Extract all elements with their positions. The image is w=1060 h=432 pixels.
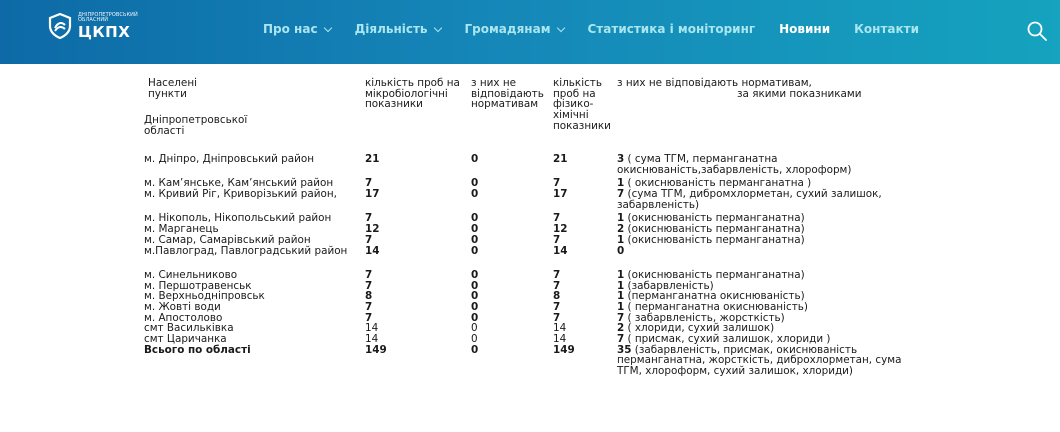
cell-micro-fail: 0 (471, 223, 479, 236)
nav-item[interactable] (465, 22, 564, 36)
cell-micro-samples: 149 (365, 343, 387, 356)
cell-settlement: Всього по області (144, 343, 251, 356)
cell-settlement: м. Першотравенськ (144, 279, 252, 292)
nav-item-label: Діяльність (354, 22, 428, 36)
cell-chem-samples: 12 (553, 223, 568, 236)
header-micro-samples: кількість проб на мікробіологічні показники (365, 77, 460, 111)
cell-settlement: смт Васильківка (144, 322, 234, 335)
logo-name: ЦКПХ (78, 22, 131, 41)
cell-chem-samples: 7 (553, 212, 561, 225)
cell-micro-samples: 21 (365, 153, 380, 165)
main-nav (263, 22, 943, 36)
fail-count: 1 (617, 300, 625, 313)
cell-chem-fail (617, 246, 917, 257)
cell-settlement: м. Жовті води (144, 300, 221, 313)
nav-item[interactable] (588, 22, 756, 36)
cell-chem-samples: 8 (553, 290, 561, 303)
cell-micro-fail: 0 (471, 279, 479, 292)
fail-detail: (окиснюваність перманганатна) (624, 223, 805, 236)
chevron-down-icon (556, 23, 564, 31)
fail-detail: (забарвленість, присмак, окиснюваність перманганатна, жорсткість, диброхлорметан, сума ТГМ, хлороформ, сухий залишок, хлориди) (617, 343, 902, 378)
fail-count: 1 (617, 212, 625, 225)
fail-detail: ( забарвленість, жорсткість) (624, 311, 785, 324)
fail-detail: ( окиснюваність перманганатна ) (624, 177, 812, 190)
chevron-down-icon (323, 23, 331, 31)
cell-settlement: м.Павлоград, Павлоградський район (144, 244, 348, 257)
cell-micro-fail: 0 (471, 212, 479, 225)
cell-micro-samples: 7 (365, 212, 373, 225)
nav-item-label: Громадянам (464, 22, 551, 36)
cell-micro-samples: 7 (365, 300, 373, 313)
cell-micro-fail: 0 (471, 177, 479, 190)
fail-count: 2 (617, 322, 625, 335)
fail-count: 1 (617, 279, 625, 292)
header-micro-fail: з них не відповідають нормативам (471, 77, 544, 111)
cell-micro-fail: 0 (471, 343, 479, 356)
fail-detail: ( перманганатна окиснюваність) (624, 300, 808, 313)
cell-chem-samples: 7 (553, 311, 561, 324)
cell-chem-samples: 21 (553, 153, 568, 165)
fail-count: 2 (617, 223, 625, 236)
site-logo[interactable] (46, 12, 138, 40)
fail-count: 1 (617, 177, 625, 190)
cell-chem-samples: 7 (553, 233, 561, 246)
nav-item-label: Контакти (854, 22, 920, 36)
header-chem-fail-line-2: за якими показниками (737, 87, 862, 100)
cell-chem-fail (617, 189, 917, 210)
cell-micro-samples: 14 (365, 333, 379, 346)
cell-chem-fail (617, 154, 917, 175)
fail-count: 1 (617, 268, 625, 281)
logo-subtitle-line-2: ОБЛАСНИЙ (78, 16, 109, 23)
cell-chem-samples: 14 (553, 333, 567, 346)
cell-micro-samples: 7 (365, 311, 373, 324)
header-region: Дніпропетровської області (144, 114, 248, 137)
header-settlements: Населені пункти (148, 77, 198, 100)
cell-settlement: м. Кривий Ріг, Криворізький район, (144, 188, 337, 201)
cell-micro-samples: 17 (365, 188, 380, 201)
cell-chem-fail (617, 345, 917, 377)
header-chem-samples: кількість проб на фізико-хімічні показники (553, 77, 611, 132)
cell-chem-samples: 7 (553, 177, 561, 190)
cell-micro-fail: 0 (471, 311, 479, 324)
fail-detail: ( сума ТГМ, перманганатна окиснюваність,забарвленість, хлороформ) (617, 153, 852, 176)
cell-micro-samples: 7 (365, 177, 373, 190)
cell-micro-fail: 0 (471, 268, 479, 281)
cell-micro-samples: 7 (365, 233, 373, 246)
nav-item-label: Статистика і моніторинг (587, 22, 756, 36)
fail-detail: ( присмак, сухий залишок, хлориди ) (624, 333, 831, 346)
cell-micro-samples: 14 (365, 244, 380, 257)
cell-chem-samples: 7 (553, 279, 561, 292)
fail-detail: (окиснюваність перманганатна) (624, 212, 805, 225)
site-header (0, 0, 1060, 64)
nav-item-label: Про нас (263, 22, 318, 36)
cell-chem-samples: 7 (553, 268, 561, 281)
cell-micro-samples: 7 (365, 268, 373, 281)
cell-settlement: м. Синельниково (144, 268, 238, 281)
search-icon[interactable] (1026, 20, 1048, 42)
cell-micro-samples: 8 (365, 290, 373, 303)
cell-micro-samples: 14 (365, 322, 379, 335)
shield-logo-icon (46, 12, 74, 40)
nav-item[interactable] (854, 22, 919, 36)
cell-settlement: м. Марганець (144, 223, 219, 236)
cell-micro-fail: 0 (471, 244, 479, 257)
cell-settlement: м. Дніпро, Дніпровський район (144, 153, 315, 165)
cell-chem-samples: 14 (553, 244, 568, 257)
cell-chem-samples: 149 (553, 343, 575, 356)
chevron-down-icon (433, 23, 441, 31)
cell-micro-fail: 0 (471, 153, 479, 165)
header-chem-fail-line-1: з них не відповідають нормативам, (617, 77, 812, 89)
header-chem-fail (617, 78, 917, 99)
nav-item[interactable] (779, 22, 830, 36)
fail-detail: (сума ТГМ, дибромхлорметан, сухий залишок, забарвленість) (617, 188, 882, 211)
fail-count: 0 (617, 244, 625, 257)
cell-micro-fail: 0 (471, 290, 479, 303)
cell-settlement: м. Самар, Самарівський район (144, 233, 311, 246)
cell-chem-samples: 17 (553, 188, 568, 201)
fail-count: 7 (617, 333, 625, 346)
cell-micro-fail: 0 (471, 188, 479, 201)
cell-micro-samples: 12 (365, 223, 380, 236)
cell-chem-samples: 14 (553, 322, 567, 335)
cell-micro-fail: 0 (471, 233, 479, 246)
nav-item-label: Новини (779, 22, 831, 36)
cell-chem-fail (617, 235, 917, 246)
cell-settlement: м. Верхньодніпровськ (144, 290, 265, 303)
fail-detail: (окиснюваність перманганатна) (624, 233, 805, 246)
nav-item[interactable] (263, 22, 331, 36)
fail-count: 3 (617, 153, 625, 165)
cell-micro-samples: 7 (365, 279, 373, 292)
cell-micro-fail: 0 (471, 300, 479, 313)
cell-chem-samples: 7 (553, 300, 561, 313)
fail-count: 1 (617, 233, 625, 246)
cell-micro-fail: 0 (471, 333, 478, 346)
fail-count: 7 (617, 188, 625, 201)
fail-count: 1 (617, 290, 625, 303)
fail-detail: ( хлориди, сухий залишок) (624, 322, 775, 335)
cell-settlement: м. Кам’янське, Кам’янський район (144, 177, 334, 190)
fail-detail: (перманганатна окиснюваність) (624, 290, 805, 303)
fail-detail: (забарвленість) (624, 279, 714, 292)
cell-settlement: м. Нікополь, Нікопольський район (144, 212, 332, 225)
fail-detail: (окиснюваність перманганатна) (624, 268, 805, 281)
fail-count: 7 (617, 311, 625, 324)
fail-count: 35 (617, 343, 632, 356)
nav-item[interactable] (355, 22, 441, 36)
logo-subtitle-line-1: ДНІПРОПЕТРОВСЬКИЙ (78, 11, 138, 18)
cell-settlement: м. Апостолово (144, 311, 223, 324)
cell-micro-fail: 0 (471, 322, 478, 335)
cell-settlement: смт Царичанка (144, 333, 227, 346)
